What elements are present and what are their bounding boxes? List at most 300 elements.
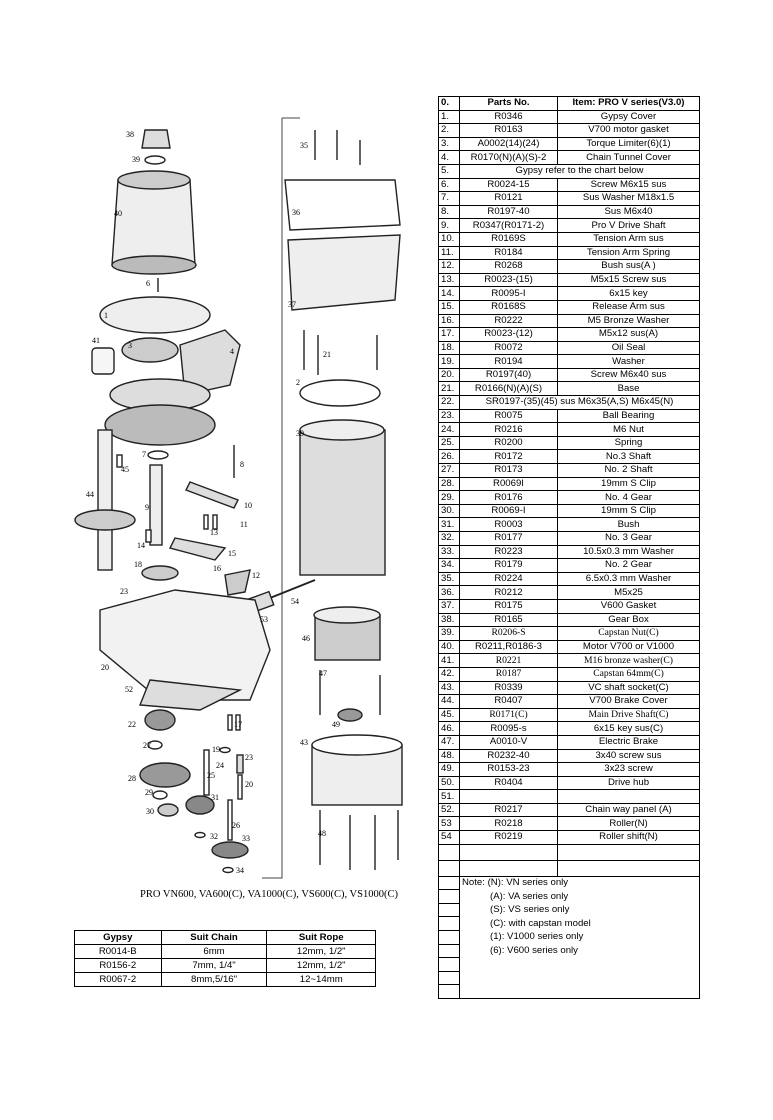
table-cell: 54 [439,831,460,845]
table-cell [460,971,700,985]
table-cell: (1): V1000 series only [460,931,700,945]
table-cell: 34. [439,559,460,573]
part-label: 44 [86,490,94,499]
part-label: 40 [114,209,122,218]
table-row [439,790,700,804]
table-row [439,844,700,860]
table-cell: Pro V Drive Shaft [558,219,700,233]
part-label: 6 [146,279,150,288]
table-row [439,355,700,369]
table-cell: R0223 [460,545,558,559]
table-cell: (6): V600 series only [460,944,700,958]
table-cell: (S): VS series only [460,903,700,917]
table-cell: 50. [439,776,460,790]
table-cell [460,985,700,999]
table-cell: 19mm S Clip [558,477,700,491]
table-cell: Spring [558,436,700,450]
table-cell: 19. [439,355,460,369]
table-cell: R0095-I [460,287,558,301]
table-cell: R0197(40) [460,368,558,382]
table-row [439,287,700,301]
table-cell: 10. [439,232,460,246]
table-cell: 7. [439,192,460,206]
part-label: 54 [291,597,299,606]
table-cell: M5 Bronze Washer [558,314,700,328]
table-cell: 47. [439,735,460,749]
table-cell [558,860,700,876]
table-cell: 3x40 screw sus [558,749,700,763]
table-cell: 27. [439,464,460,478]
part-label: 11 [240,520,248,529]
table-row [439,627,700,641]
table-row [439,219,700,233]
table-cell: 6. [439,178,460,192]
table-row [439,409,700,423]
part-label: 27 [143,741,151,750]
table-row [439,763,700,777]
table-cell: 8. [439,205,460,219]
table-cell [558,844,700,860]
part-label: 38 [126,130,134,139]
table-cell: Ball Bearing [558,409,700,423]
table-cell: R0176 [460,491,558,505]
table-cell: R0121 [460,192,558,206]
part-label: 43 [300,738,308,747]
table-cell: 13. [439,273,460,287]
part-label: 18 [134,560,142,569]
part-label: 10 [244,501,252,510]
table-cell: Chain way panel (A) [558,803,700,817]
table-cell: No. 3 Gear [558,532,700,546]
table-cell: R0200 [460,436,558,450]
table-cell: 32. [439,532,460,546]
note-row [439,944,700,958]
table-cell: R0218 [460,817,558,831]
table-cell: (C): with capstan model [460,917,700,931]
part-label: 47 [319,669,327,678]
table-row [439,232,700,246]
gypsy-table [74,930,376,987]
table-cell: 11. [439,246,460,260]
table-cell: Oil Seal [558,341,700,355]
table-cell: 40. [439,640,460,654]
table-cell: 38. [439,613,460,627]
table-cell: Capstan Nut(C) [558,627,700,641]
table-cell: R0168S [460,300,558,314]
table-row [439,545,700,559]
part-label: 15 [228,549,236,558]
table-row [439,722,700,736]
table-cell: R0407 [460,695,558,709]
part-label: 19 [212,745,220,754]
table-cell: R0156-2 [75,959,162,973]
parts-table [438,96,700,999]
table-cell [439,876,460,890]
table-cell: R0212 [460,586,558,600]
table-cell [439,890,460,904]
table-cell: 9. [439,219,460,233]
table-cell: R0404 [460,776,558,790]
table-cell: R0163 [460,124,558,138]
table-cell: 15. [439,300,460,314]
table-cell: M5x25 [558,586,700,600]
note-row [439,876,700,890]
part-label: 30 [146,807,154,816]
table-cell: Drive hub [558,776,700,790]
table-cell: 48. [439,749,460,763]
table-cell: M5x12 sus(A) [558,328,700,342]
table-cell: No. 2 Gear [558,559,700,573]
table-cell: R0067-2 [75,973,162,987]
table-cell: Capstan 64mm(C) [558,667,700,681]
table-cell: 37. [439,599,460,613]
part-label: 39 [132,155,140,164]
table-cell: 43. [439,681,460,695]
table-cell: R0024-15 [460,178,558,192]
table-cell [439,844,460,860]
table-cell: R0339 [460,681,558,695]
drawing-caption: PRO VN600, VA600(C), VA1000(C), VS600(C), VS1000(C) [140,889,398,900]
table-cell: 31. [439,518,460,532]
table-cell: 6.5x0.3 mm Washer [558,572,700,586]
table-row [439,314,700,328]
table-cell: 4. [439,151,460,165]
table-cell: 6x15 key sus(C) [558,722,700,736]
table-cell: R0211,R0186-3 [460,640,558,654]
table-cell: 6mm [161,945,267,959]
table-row [75,945,376,959]
table-cell: 1. [439,110,460,124]
table-cell: Chain Tunnel Cover [558,151,700,165]
table-cell: R0268 [460,260,558,274]
table-cell: V600 Gasket [558,599,700,613]
table-cell: Tension Arm sus [558,232,700,246]
table-cell: R0194 [460,355,558,369]
table-row [439,681,700,695]
table-cell: 12. [439,260,460,274]
table-row [439,667,700,681]
table-cell: R0069I [460,477,558,491]
table-cell: R0023-(15) [460,273,558,287]
exploded-parts-drawing [0,0,430,900]
note-row [439,985,700,999]
table-row [439,368,700,382]
table-cell: R0232-40 [460,749,558,763]
table-cell: 0. [439,97,460,111]
table-cell [460,958,700,972]
table-cell: 12~14mm [267,973,376,987]
table-cell: Roller(N) [558,817,700,831]
table-cell: Motor V700 or V1000 [558,640,700,654]
part-label: 7 [142,450,146,459]
note-row [439,917,700,931]
part-label: 53 [260,615,268,624]
part-label: 3 [128,341,132,350]
table-cell: R0169S [460,232,558,246]
table-cell [439,944,460,958]
part-label: 23 [245,753,253,762]
table-cell [439,917,460,931]
table-cell: Tension Arm Spring [558,246,700,260]
table-cell: R0221 [460,654,558,668]
table-cell: R0217 [460,803,558,817]
table-cell: 30. [439,504,460,518]
table-cell: Item: PRO V series(V3.0) [558,97,700,111]
table-row [439,246,700,260]
table-cell: 35. [439,572,460,586]
table-row [439,382,700,396]
table-cell [439,860,460,876]
table-cell: Parts No. [460,97,558,111]
table-cell: 51. [439,790,460,804]
note-row [439,971,700,985]
part-label: 20 [101,663,109,672]
table-cell: R0224 [460,572,558,586]
table-cell: Sus M6x40 [558,205,700,219]
table-cell: Base [558,382,700,396]
table-cell: R0184 [460,246,558,260]
table-row [439,164,700,178]
table-cell: 23. [439,409,460,423]
table-cell: Electric Brake [558,735,700,749]
note-row [439,958,700,972]
table-cell: Gypsy refer to the chart below [460,164,700,178]
table-row [439,205,700,219]
table-cell: R0173 [460,464,558,478]
part-label: 49 [332,720,340,729]
table-cell [439,958,460,972]
table-row [439,735,700,749]
table-cell: Suit Rope [267,931,376,945]
part-label: 22 [128,720,136,729]
table-row [439,464,700,478]
table-row [439,341,700,355]
table-cell: SR0197-(35)(45) sus M6x35(A,S) M6x45(N) [460,396,700,410]
part-label: 17 [234,720,242,729]
table-cell: R0177 [460,532,558,546]
table-cell: 18. [439,341,460,355]
table-cell: 25. [439,436,460,450]
table-cell: 16. [439,314,460,328]
part-label: 20 [245,780,253,789]
table-row [439,640,700,654]
table-cell: 26. [439,450,460,464]
table-cell: V700 Brake Cover [558,695,700,709]
note-row [439,931,700,945]
part-label: 25 [207,771,215,780]
table-row [439,599,700,613]
note-row [439,903,700,917]
table-row [439,192,700,206]
table-cell: 12mm, 1/2" [267,945,376,959]
table-row [439,831,700,845]
table-row [439,572,700,586]
table-cell: R0165 [460,613,558,627]
table-cell: 24. [439,423,460,437]
table-cell: 7mm, 1/4" [161,959,267,973]
table-row [439,124,700,138]
table-cell: R0170(N)(A)(S)-2 [460,151,558,165]
table-cell: Bush sus(A ) [558,260,700,274]
table-cell: R0095-s [460,722,558,736]
part-label: 45 [121,465,129,474]
table-cell: 12mm, 1/2" [267,959,376,973]
table-cell [460,844,558,860]
table-cell: Gypsy Cover [558,110,700,124]
table-cell: Suit Chain [161,931,267,945]
table-cell: 49. [439,763,460,777]
table-cell: 41. [439,654,460,668]
table-row [439,695,700,709]
table-cell: R0222 [460,314,558,328]
table-row [439,450,700,464]
table-row [439,708,700,722]
part-label: 26 [232,821,240,830]
part-label: 23 [120,587,128,596]
table-row [439,178,700,192]
table-row [439,273,700,287]
table-cell: Gypsy [75,931,162,945]
table-cell: No. 4 Gear [558,491,700,505]
table-cell [439,985,460,999]
table-cell: 42. [439,667,460,681]
table-cell: 17. [439,328,460,342]
table-cell: 20. [439,368,460,382]
table-cell: 22. [439,396,460,410]
table-cell: A0010-V [460,735,558,749]
table-row [439,396,700,410]
part-label: 33 [242,834,250,843]
table-cell: M16 bronze washer(C) [558,654,700,668]
table-cell: R0153-23 [460,763,558,777]
table-row [439,776,700,790]
table-cell: 44. [439,695,460,709]
table-cell: Roller shift(N) [558,831,700,845]
table-cell: Screw M6x15 sus [558,178,700,192]
table-cell: R0072 [460,341,558,355]
table-cell [439,931,460,945]
table-row [439,532,700,546]
part-label: 32 [210,832,218,841]
table-cell: R0187 [460,667,558,681]
table-row [439,137,700,151]
table-row [439,260,700,274]
part-label: 48 [318,829,326,838]
table-cell: 46. [439,722,460,736]
table-cell: No.3 Shaft [558,450,700,464]
table-cell: V700 motor gasket [558,124,700,138]
table-cell: 36. [439,586,460,600]
table-cell [439,903,460,917]
table-row [439,817,700,831]
table-cell: Bush [558,518,700,532]
table-row [439,559,700,573]
table-cell: R0179 [460,559,558,573]
table-row [439,436,700,450]
part-label: 13 [210,528,218,537]
part-label: 46 [302,634,310,643]
table-row [439,110,700,124]
table-cell: Sus Washer M18x1.5 [558,192,700,206]
part-label: 35 [300,141,308,150]
table-cell: 8mm,5/16" [161,973,267,987]
table-row [439,860,700,876]
table-cell: (A): VA series only [460,890,700,904]
table-cell: 19mm S Clip [558,504,700,518]
table-row [439,300,700,314]
table-row [439,491,700,505]
table-cell: R0003 [460,518,558,532]
table-header-row [439,97,700,111]
table-cell: 3. [439,137,460,151]
table-cell: 21. [439,382,460,396]
table-cell: R0347(R0171-2) [460,219,558,233]
part-label: 39 [296,429,304,438]
table-row [439,477,700,491]
table-cell: R0197-40 [460,205,558,219]
table-row [439,803,700,817]
table-cell: 53 [439,817,460,831]
part-label: 1 [104,311,108,320]
table-cell: Release Arm sus [558,300,700,314]
table-cell: R0172 [460,450,558,464]
table-cell [558,790,700,804]
table-cell: 39. [439,627,460,641]
table-cell [460,860,558,876]
table-cell: Main Drive Shaft(C) [558,708,700,722]
part-label: 2 [296,378,300,387]
table-row [75,959,376,973]
table-cell [460,790,558,804]
part-label: 9 [145,503,149,512]
table-cell: R0166(N)(A)(S) [460,382,558,396]
table-cell: R0206-S [460,627,558,641]
table-header-row [75,931,376,945]
part-label: 16 [213,564,221,573]
table-cell: R0346 [460,110,558,124]
table-cell: 52. [439,803,460,817]
part-label: 8 [240,460,244,469]
part-label: 12 [252,571,260,580]
table-cell: 10.5x0.3 mm Washer [558,545,700,559]
table-cell [439,971,460,985]
table-cell: R0216 [460,423,558,437]
table-cell: 45. [439,708,460,722]
note-row [439,890,700,904]
table-row [439,151,700,165]
table-row [439,328,700,342]
table-row [439,749,700,763]
part-label: 37 [288,300,296,309]
part-label: 31 [211,793,219,802]
part-label: 34 [236,866,244,875]
part-label: 14 [137,541,145,550]
table-cell: 33. [439,545,460,559]
table-cell: Gear Box [558,613,700,627]
table-cell: 29. [439,491,460,505]
table-cell: R0014-B [75,945,162,959]
table-cell: A0002(14)(24) [460,137,558,151]
table-row [439,586,700,600]
part-label: 52 [125,685,133,694]
table-cell: R0069-I [460,504,558,518]
table-cell: 28. [439,477,460,491]
part-label: 4 [230,347,234,356]
table-row [439,613,700,627]
table-cell: R0219 [460,831,558,845]
table-cell: Torque Limiter(6)(1) [558,137,700,151]
table-cell: R0023-(12) [460,328,558,342]
